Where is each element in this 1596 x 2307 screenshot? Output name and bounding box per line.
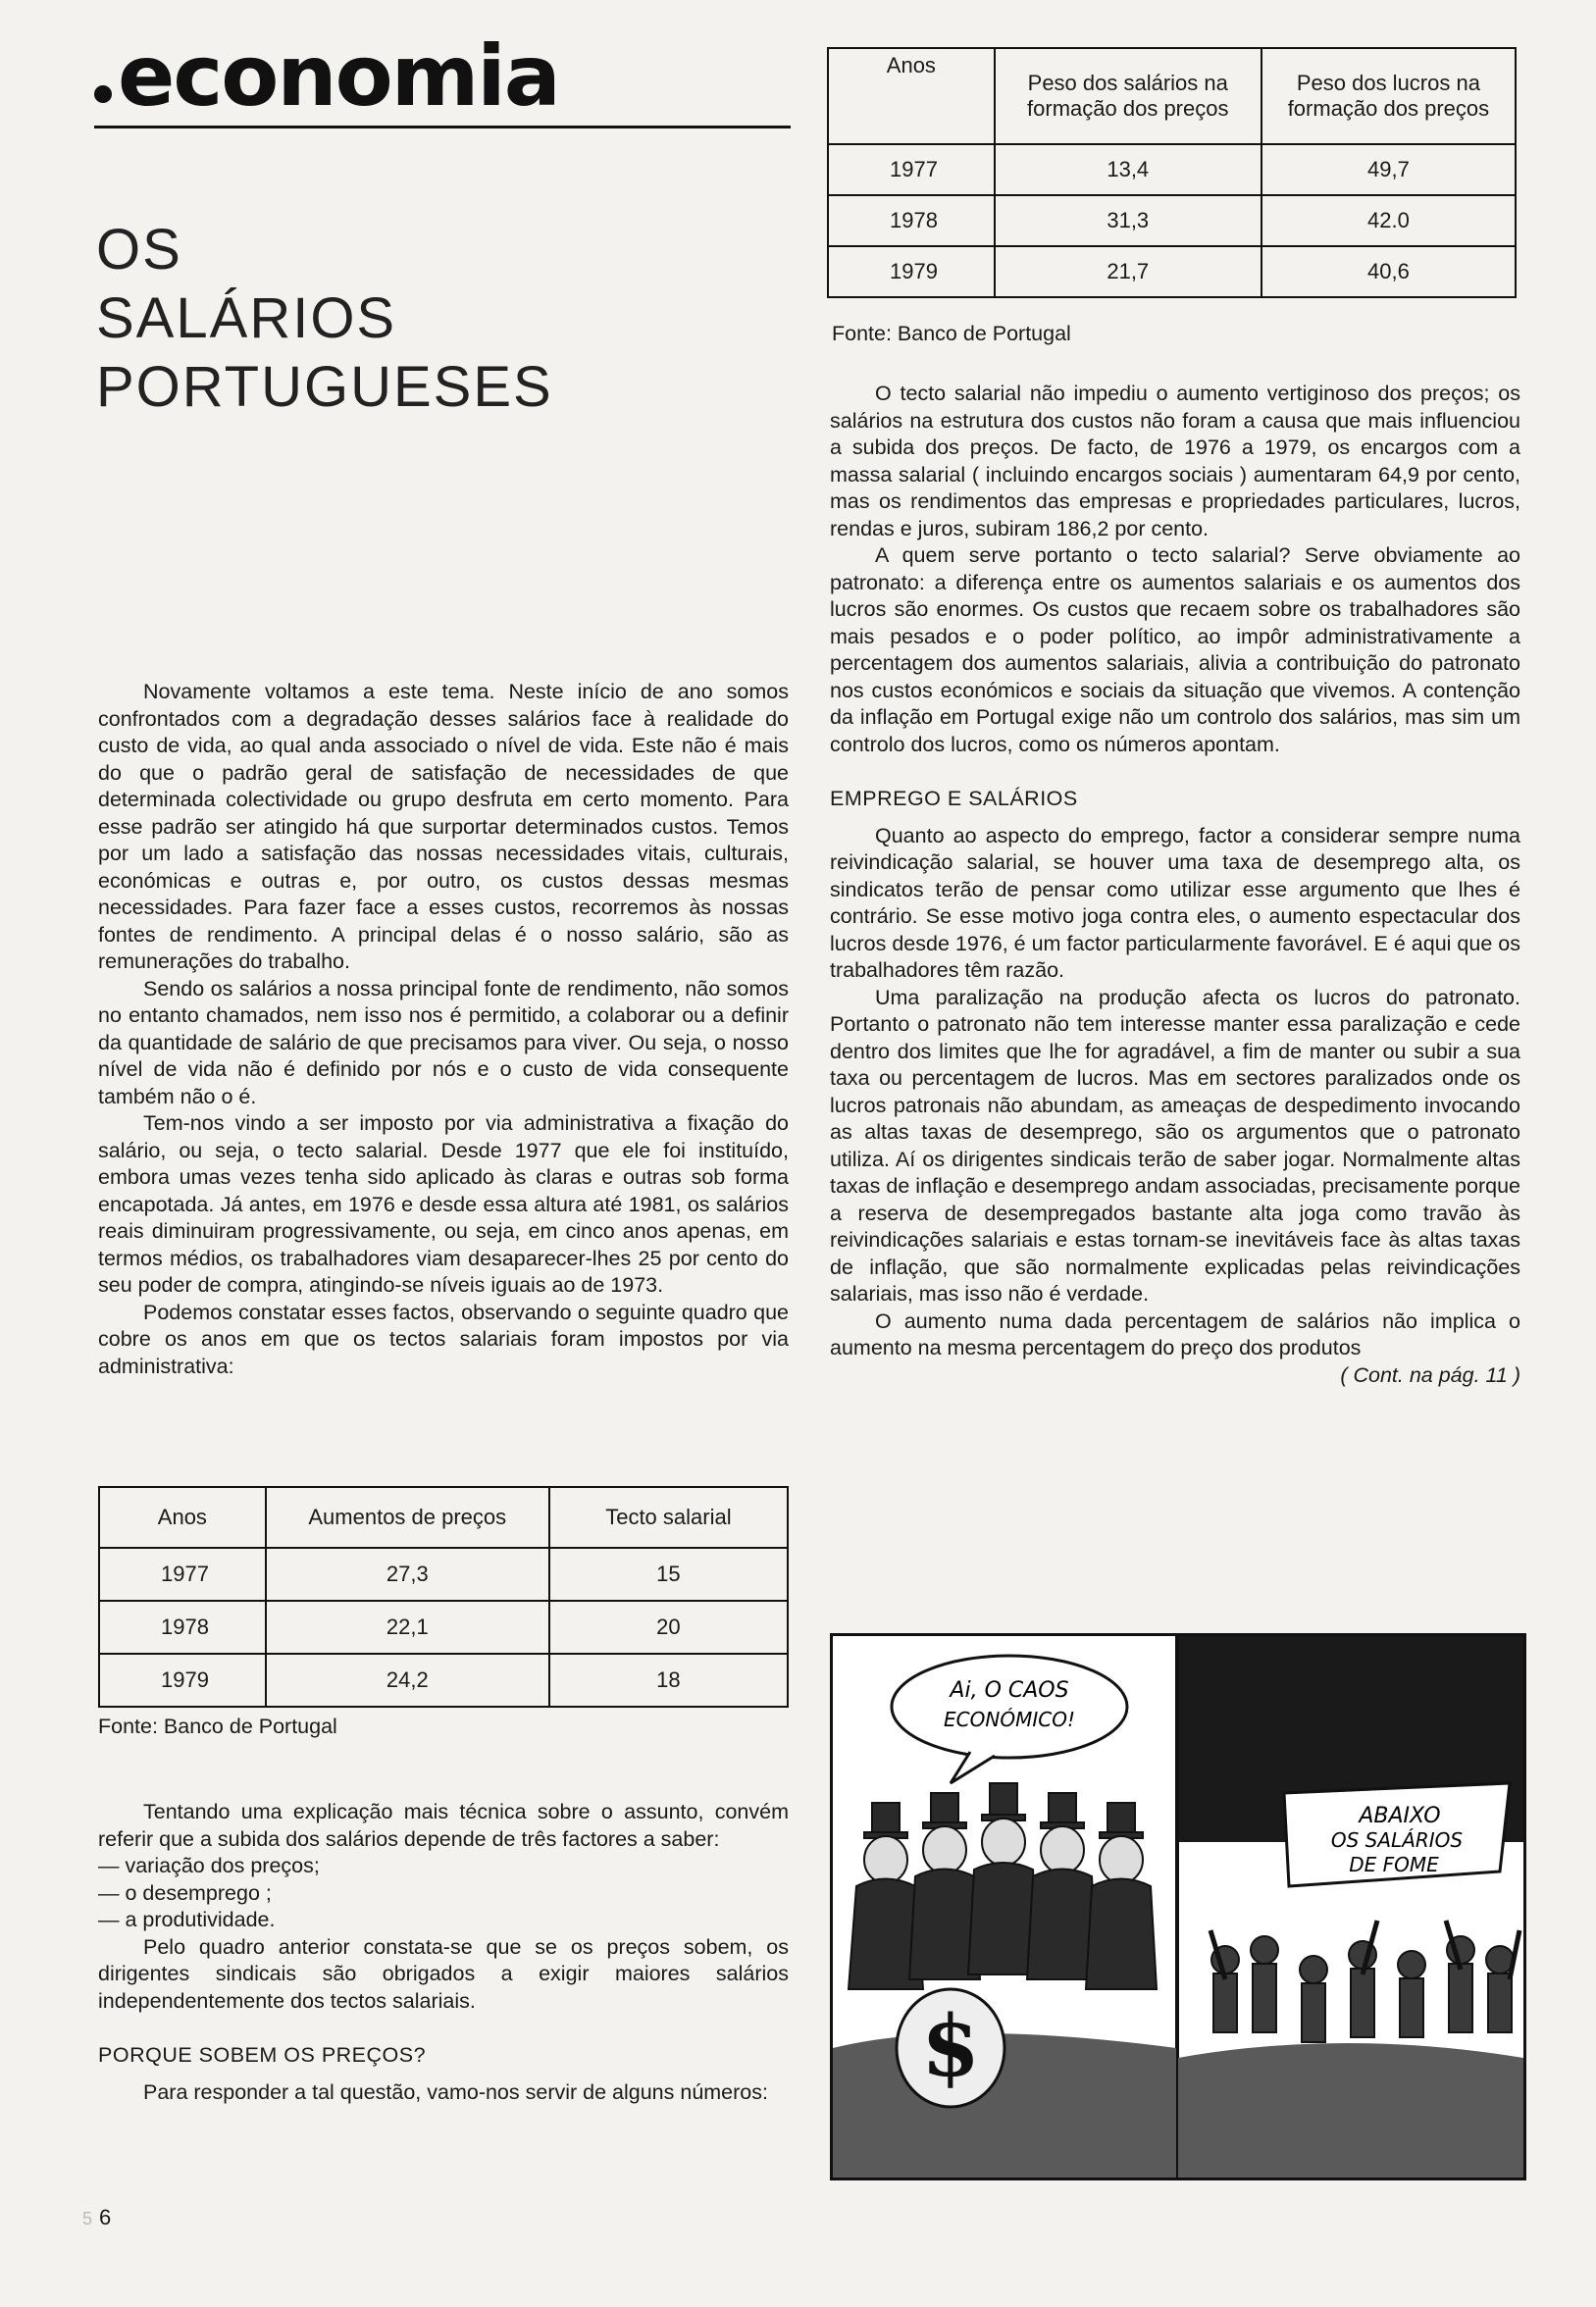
- table-header-row: [828, 48, 1516, 144]
- table-cell: 1979: [99, 1654, 266, 1707]
- table-cell: 40,6: [1261, 246, 1516, 297]
- cartoon-drawing: [833, 1636, 1523, 2178]
- table-cell: 15: [549, 1548, 788, 1601]
- list-item: — variação dos preços;: [98, 1854, 320, 1877]
- right-column: [830, 381, 1520, 1389]
- speech-text: ECONÓMICO!: [944, 1708, 1075, 1731]
- wages-profits-table: [827, 47, 1517, 298]
- table-cell: 1977: [828, 144, 995, 195]
- speech-text: Ai, O CAOS: [950, 1678, 1069, 1703]
- factor-list: [98, 1853, 789, 1934]
- table-source: Fonte: Banco de Portugal: [98, 1715, 337, 1738]
- paragraph: A quem serve portanto o tecto salarial? Serve obviamente ao patronato: a diferença entre os aumentos salariais e os aumentos dos lucros são enormes. Os custos que recaem sobre os trabalhadores são mais pesados e o poder político, ao impôr administrativamente a percentagem dos aumentos salariais, alivia a contribuição do patronato nos custos económicos e sociais da situação que vivemos. A contenção da inflação em Portugal exige não um controlo dos salários, mas sim um controlo dos lucros, como os números apontam.: [830, 543, 1520, 756]
- table-cell: 1977: [99, 1548, 266, 1601]
- section-heading: PORQUE SOBEM OS PREÇOS?: [98, 2043, 427, 2067]
- paragraph: Tem-nos vindo a ser imposto por via administrativa a fixação do salário, ou seja, o tecto salarial. Desde 1977 que ele foi instituído, embora umas vezes tenha sido aplicado às claras e outras sob forma encapotada. Já antes, em 1976 e desde essa altura até 1981, os salários reais diminuiram progressivamente, ou seja, em cinco anos apenas, em termos médios, os trabalhadores viam desaparecer-lhes 25 por cento do seu poder de compra, atingindo-se níveis iguais ao de 1973.: [98, 1111, 789, 1297]
- table-row: [828, 195, 1516, 246]
- capitalist-figures: [849, 1783, 1157, 1989]
- title-line: PORTUGUESES: [96, 355, 553, 419]
- table-header: Peso dos salários na formação dos preços: [995, 48, 1261, 144]
- paragraph: O tecto salarial não impediu o aumento vertiginoso dos preços; os salários na estrutura dos custos não foram a causa que mais influenciou a subida dos preços. De facto, de 1976 a 1979, os encargos com a massa salarial ( incluindo encargos sociais ) aumentaram 64,9 por cento, mas os rendimentos das empresas e propriedades particulares, lucros, rendas e juros, subiram 186,2 por cento.: [830, 382, 1520, 540]
- ground-right: [1178, 2043, 1523, 2178]
- left-column-lower: [98, 1799, 789, 2106]
- table-cell: 49,7: [1261, 144, 1516, 195]
- prices-ceiling-table: [98, 1486, 789, 1708]
- table-cell: 20: [549, 1601, 788, 1654]
- paragraph: Tentando uma explicação mais técnica sobre o assunto, convém referir que a subida dos salários depende de três factores a saber:: [98, 1800, 789, 1851]
- bullet-icon: [94, 85, 112, 103]
- title-line: SALÁRIOS: [96, 286, 397, 350]
- table-cell: 18: [549, 1654, 788, 1707]
- table-header: Tecto salarial: [549, 1487, 788, 1548]
- section-heading: EMPREGO E SALÁRIOS: [830, 787, 1078, 810]
- paragraph: Pelo quadro anterior constata-se que se os preços sobem, os dirigentes sindicais são obrigados a exigir maiores salários independentemente dos tectos salariais.: [98, 1934, 789, 2013]
- table-header: Aumentos de preços: [266, 1487, 549, 1548]
- banner-text: DE FOME: [1349, 1853, 1439, 1876]
- speech-bubble: [892, 1656, 1127, 1758]
- paragraph: Novamente voltamos a este tema. Neste início de ano somos confrontados com a degradação desses salários face à realidade do custo de vida, ao qual anda associado o nível de vida. Este não é mais do que o padrão geral de satisfação de necessidades de que determinada colectividade ou grupo desfruta em certo momento. Para esse padrão ser atingido há que surportar determinados custos. Temos por um lado a satisfação das nossas necessidades vitais, culturais, económicas e outras e, por outro, os custos dessas mesmas necessidades. Para fazer face a esses custos, recorremos às nossas fontes de rendimento. A principal delas é o nosso salário, são as remunerações do trabalho.: [98, 680, 789, 973]
- paragraph: O aumento numa dada percentagem de salários não implica o aumento na mesma percentagem do preço dos produtos: [830, 1308, 1520, 1359]
- table-row: [99, 1654, 788, 1707]
- table-header-row: [99, 1487, 788, 1548]
- table-cell: 22,1: [266, 1601, 549, 1654]
- table-row: [828, 144, 1516, 195]
- table-header: Anos: [99, 1487, 266, 1548]
- page-number-ghost: 5: [82, 2209, 93, 2229]
- table-cell: 24,2: [266, 1654, 549, 1707]
- svg-text:$: $: [921, 1997, 980, 2096]
- paragraph: Quanto ao aspecto do emprego, factor a considerar sempre numa reivindicação salarial, se houver uma taxa de desemprego alta, os sindicatos terão de pensar como utilizar esse argumento que lhes é contrário. Se esse motivo joga contra eles, o aumento espectacular dos lucros desde 1976, é um factor particularmente favorável. E é aqui que os trabalhadores têm razão.: [830, 823, 1520, 982]
- list-item: — a produtividade.: [98, 1908, 276, 1931]
- dollar-sign-icon: [897, 1989, 1004, 2107]
- page-number: 6: [99, 2205, 112, 2230]
- banner-text: ABAIXO: [1359, 1804, 1441, 1828]
- table-cell: 31,3: [995, 195, 1261, 246]
- paragraph: Para responder a tal questão, vamo-nos servir de alguns números:: [143, 2079, 768, 2104]
- banner-text: OS SALÁRIOS: [1330, 1828, 1464, 1852]
- table-cell: 1979: [828, 246, 995, 297]
- paragraph: Sendo os salários a nossa principal fonte de rendimento, não somos no entanto chamados, nem isso nos é permitido, a colaborar ou a definir da quantidade de salário de que precisamos para viver. Ou seja, o nosso nível de vida não é definido por nós e o custo de vida consequente também não o é.: [98, 976, 789, 1108]
- table-cell: 1978: [99, 1601, 266, 1654]
- continuation-note: ( Cont. na pág. 11 ): [1340, 1362, 1520, 1387]
- table-row: [99, 1548, 788, 1601]
- table-source: Fonte: Banco de Portugal: [832, 322, 1071, 345]
- table-row: [828, 246, 1516, 297]
- table-row: [99, 1601, 788, 1654]
- title-line: OS: [96, 218, 182, 282]
- paragraph: Podemos constatar esses factos, observando o seguinte quadro que cobre os anos em que os tectos salariais foram impostos por via administrativa:: [98, 1300, 789, 1378]
- table-cell: 27,3: [266, 1548, 549, 1601]
- table-cell: 13,4: [995, 144, 1261, 195]
- section-masthead: [94, 27, 791, 128]
- cartoon-illustration: [830, 1633, 1526, 2180]
- table-cell: 1978: [828, 195, 995, 246]
- table-cell: 21,7: [995, 246, 1261, 297]
- list-item: — o desemprego ;: [98, 1880, 272, 1905]
- paragraph: Uma paralização na produção afecta os lucros do patronato. Portanto o patronato não tem interesse manter essa paralização e cede dentro dos limites que lhe for agradável, a fim de manter ou subir a sua taxa ou percentagem de lucros. Mas em sectores paralizados onde os lucros patronais não abundam, as ameaças de despedimento invocando as altas taxas de desemprego, são os argumentos que o patronato utiliza. Aí os dirigentes sindicais terão de saber jogar. Normalmente altas taxas de inflação e desemprego andam associadas, precisamente porque a reserva de desempregados bastante alta joga como travão às reivindicações salariais e estas tornam-se inevitáveis face às altas taxas de inflação, que são normalmente explicadas pelas reivindicações salariais, mas isso não é verdade.: [830, 985, 1520, 1306]
- article-title: [96, 216, 553, 422]
- table-cell: 42.0: [1261, 195, 1516, 246]
- section-title: economia: [118, 27, 559, 126]
- table-header: Anos: [828, 48, 995, 144]
- left-column-upper: [98, 679, 789, 1380]
- table-header: Peso dos lucros na formação dos preços: [1261, 48, 1516, 144]
